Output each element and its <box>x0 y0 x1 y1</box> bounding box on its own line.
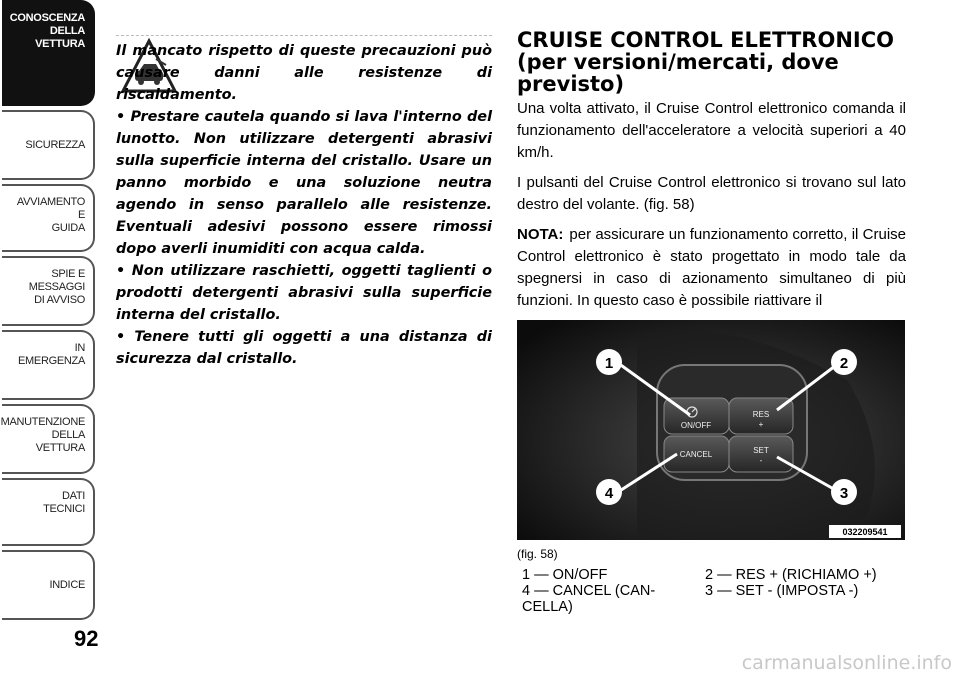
bullet-distance: • Tenere tutti gli oggetti a una distanza di sicurezza dal cristallo. <box>116 329 492 367</box>
button-res-label: RES <box>752 410 770 419</box>
nota-label: NOTA: <box>517 226 564 243</box>
button-res-sign: + <box>758 420 764 429</box>
callout-4: 4 <box>604 485 614 502</box>
chapter-sidebar <box>0 0 100 678</box>
section-heading: CRUISE CONTROL ELETTRONICO (per versioni/mercati, dove previsto) <box>517 28 894 96</box>
bullet-cleaning: • Prestare cautela quando si lava l'interno del lunotto. Non utilizzare detergenti abrasivi sulla superficie interna del cristallo. Usare un panno morbido e una soluzione neutra agendo in senso parallelo alle resistenze. Eventuali adesivi possono essere rimossi dopo averli inumiditi con acqua calda. <box>116 109 492 257</box>
warning-text: Il mancato rispetto di queste precauzioni può causare danni alle resistenze di riscaldamento. <box>116 43 492 103</box>
body-text <box>517 98 906 320</box>
separator-rule <box>116 35 492 36</box>
callout-1: 1 <box>604 355 614 372</box>
tab-spie-e-messaggi[interactable]: SPIE E MESSAGGI DI AVVISO <box>2 256 95 326</box>
button-set-label: SET <box>753 446 769 455</box>
bullet-no-scrapers: • Non utilizzare raschietti, oggetti taglienti o prodotti detergenti abrasivi sulla superficie interna del cristallo. <box>116 263 492 323</box>
page-number: 92 <box>74 626 99 651</box>
watermark: carmanualsonline.info <box>741 652 952 674</box>
legend-item-1: 1 — ON/OFF <box>522 567 608 583</box>
figure-caption: (fig. 58) <box>517 547 558 561</box>
tab-manutenzione[interactable]: MANUTENZIONE DELLA VETTURA <box>2 404 95 474</box>
left-column <box>116 40 492 370</box>
tab-dati-tecnici[interactable]: DATI TECNICI <box>2 478 95 546</box>
button-cancel-label: CANCEL <box>679 450 713 459</box>
callout-2: 2 <box>839 355 849 372</box>
legend-item-3: 3 — SET - (IMPOSTA -) <box>705 583 859 599</box>
tab-indice[interactable]: INDICE <box>2 550 95 620</box>
legend-item-4: 4 — CANCEL (CAN- CELLA) <box>522 583 656 615</box>
button-on-off-label: ON/OFF <box>680 421 712 430</box>
steering-wheel-controls-illustration <box>517 320 905 540</box>
tab-sicurezza[interactable]: SICUREZZA <box>2 110 95 180</box>
tab-avviamento-e-guida[interactable]: AVVIAMENTO E GUIDA <box>2 184 95 252</box>
paragraph-nota <box>517 224 906 312</box>
tab-in-emergenza[interactable]: IN EMERGENZA <box>2 330 95 400</box>
callout-3: 3 <box>839 485 849 502</box>
cruise-control-figure <box>517 320 905 540</box>
paragraph-buttons-location: I pulsanti del Cruise Control elettronico si trovano sul lato destro del volante. (fig. 58) <box>517 174 906 213</box>
paragraph-intro: Una volta attivato, il Cruise Control elettronico comanda il funzionamento dell'acceleratore a velocità superiori a 40 km/h. <box>517 100 906 161</box>
legend-item-2: 2 — RES + (RICHIAMO +) <box>705 567 877 583</box>
nota-text: per assicurare un funzionamento corretto, il Cruise Control elettronico è stato progettato in modo tale da spegnersi in caso di azionamento simultaneo di più funzioni. In questo caso è possibile riattivare il <box>517 226 906 309</box>
button-set-sign: - <box>759 456 763 465</box>
tab-conoscenza-della-vettura[interactable]: CONOSCENZA DELLA VETTURA <box>2 0 95 106</box>
figure-code: 032209541 <box>842 527 888 537</box>
